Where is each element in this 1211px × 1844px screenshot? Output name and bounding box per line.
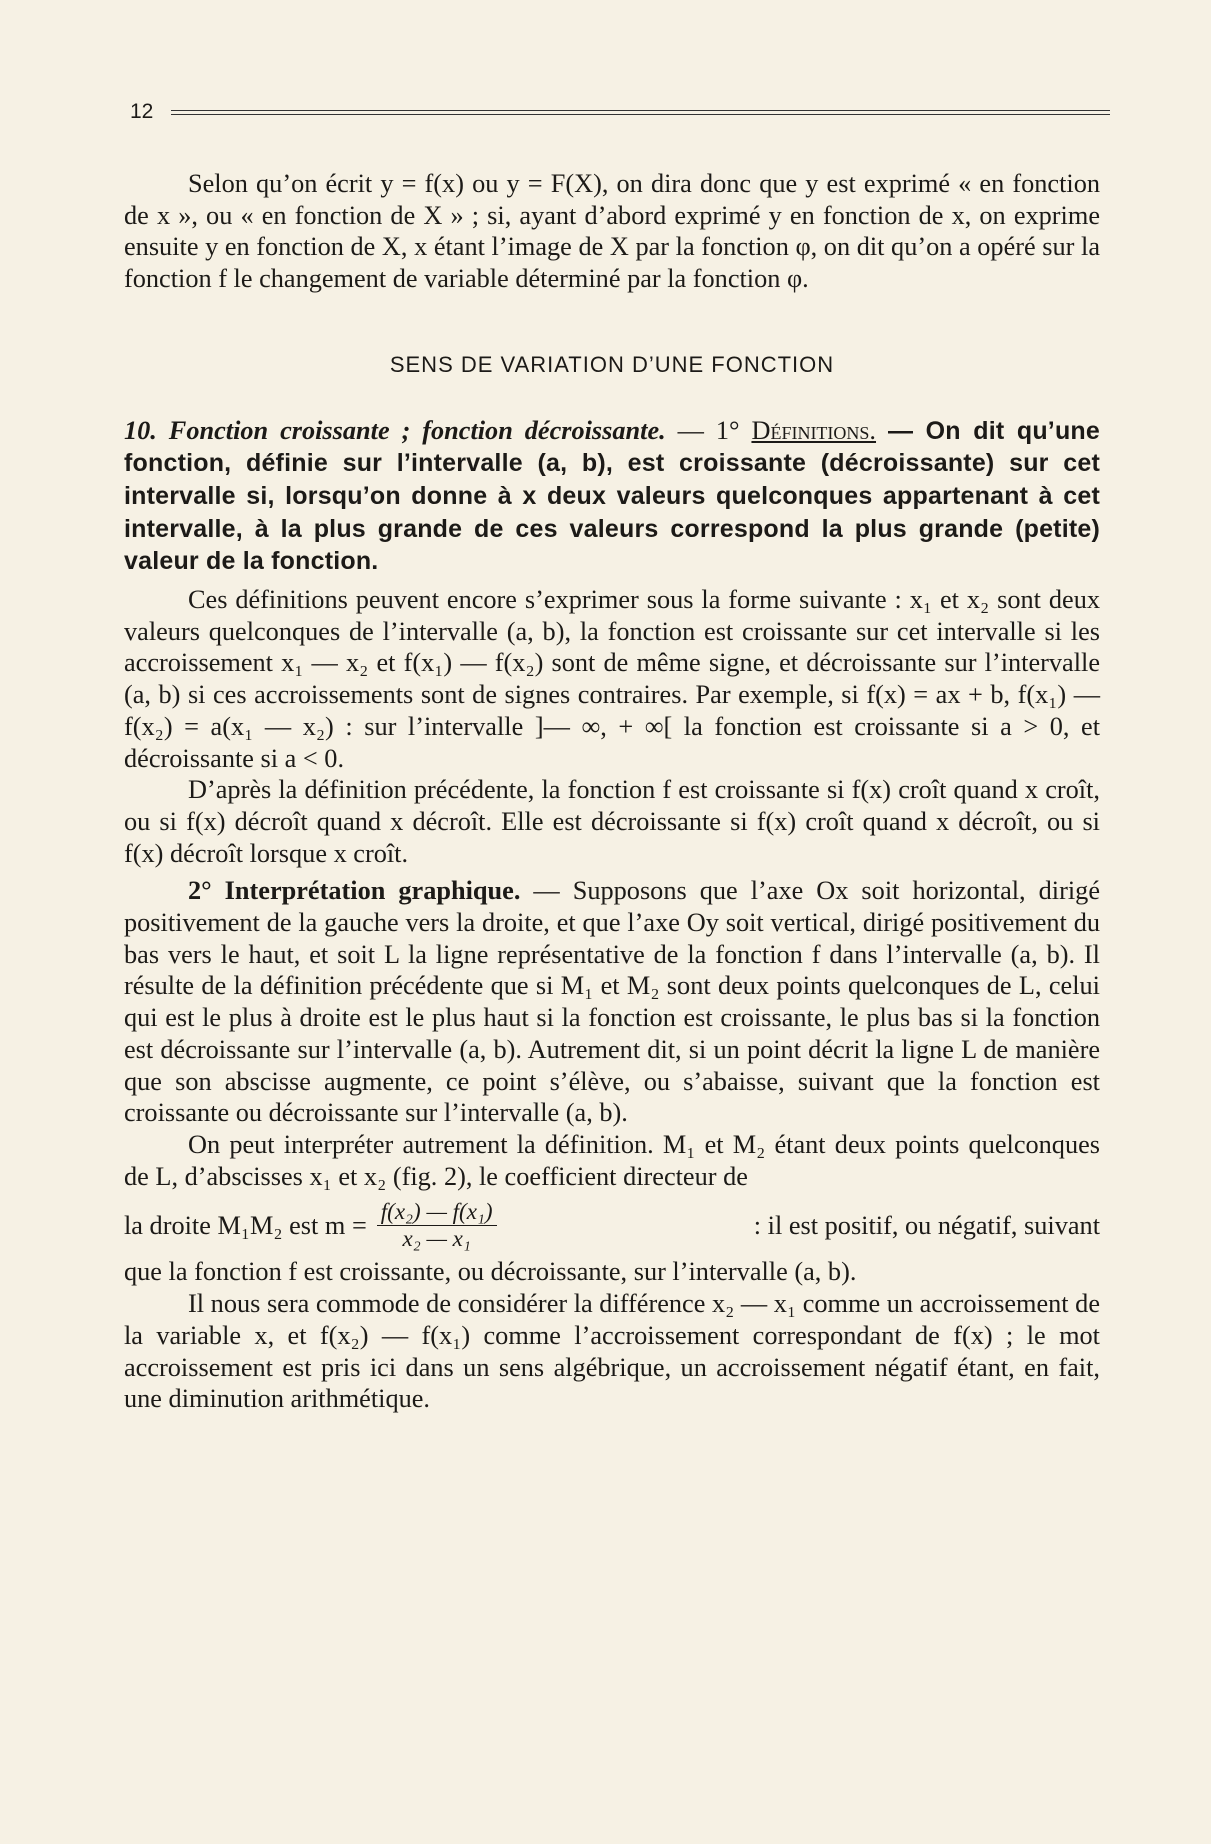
slope-fraction [377, 1199, 497, 1252]
page-number: 12 [130, 100, 154, 123]
section-10-heading: 10. Fonction croissante ; fonction décroissante. [124, 415, 666, 445]
paragraph-graphic-interpretation [124, 875, 1100, 1129]
graphic-interpretation-text: — Supposons que l’axe Ox soit horizontal, dirigé positivement de la gauche vers la droite, et que l’axe Oy soit vertical, dirigé positivement du bas vers le haut, et soit L la ligne représentative de la fonction f dans l’intervalle (a, b). Il résulte de la définition précédente que si M₁ et M₂ sont deux points quelconques de L, celui qui est le plus à droite est le plus haut si la fonction est croissante, le plus bas si la fonction est décroissante sur l’intervalle (a, b). Autrement dit, si un point décrit la ligne L de manière que son abscisse augmente, ce point s’élève, ou s’abaisse, suivant que la fonction est croissante ou décroissante sur l’intervalle (a, b). [124, 876, 1100, 1128]
paragraph-slope: On peut interpréter autrement la définition. M₁ et M₂ étant deux points quelconques de L, d’abscisses x₁ et x₂ (fig. 2), le coefficient directeur de [124, 1129, 1100, 1191]
section-title: SENS DE VARIATION D’UNE FONCTION [389, 351, 835, 377]
formula-suffix: : il est positif, ou négatif, suivant [753, 1210, 1100, 1240]
definition-text: — On dit qu’une fonction, définie sur l’intervalle (a, b), est croissante (décroissante) sur cet intervalle si, lorsqu’on donne à x deux valeurs quelconques appartenant à cet intervalle, à la plus grande de ces valeurs correspond la plus grande (petite) valeur de la fonction. [124, 416, 1100, 576]
header-rule [171, 110, 1110, 115]
paragraph-definitions-restated: Ces définitions peuvent encore s’exprimer sous la forme suivante : x₁ et x₂ sont deux valeurs quelconques de l’intervalle (a, b), la fonction est croissante sur cet intervalle si les accroissement x₁ — x₂ et f(x₁) — f(x₂) sont de même signe, et décroissante sur l’intervalle (a, b) si ces accroissements sont de signes contraires. Par exemple, si f(x) = ax + b, f(x₁) — f(x₂) = a(x₁ — x₂) : sur l’intervalle ]— ∞, + ∞[ la fonction est croissante si a > 0, et décroissante si a < 0. [124, 585, 1100, 773]
paragraph-definitions [124, 415, 1100, 579]
page-body [124, 168, 1100, 1415]
paragraph-slope-end: que la fonction f est croissante, ou décroissante, sur l’intervalle (a, b). [124, 1257, 857, 1287]
paragraph-increments: Il nous sera commode de considérer la différence x₂ — x₁ comme un accroissement de la variable x, et f(x₂) — f(x₁) comme l’accroissement correspondant de f(x) ; le mot accroissement est pris ici dans un sens algébrique, un accroissement négatif étant, en fait, une diminution arithmétique. [124, 1289, 1100, 1414]
fraction-numerator: f(x₂) — f(x₁) [377, 1199, 497, 1226]
formula-prefix: la droite M₁M₂ est m = [124, 1210, 367, 1240]
paragraph-change-of-variable: Selon qu’on écrit y = f(x) ou y = F(X), on dira donc que y est exprimé « en fonction de x », ou « en fonction de X » ; si, ayant d’abord exprimé y en fonction de x, on exprime ensuite y en fonction de X, x étant l’image de X par la fonction φ, on dit qu’on a opéré sur la fonction f le changement de variable déterminé par la fonction φ. [124, 169, 1100, 294]
definitions-label: Définitions. [751, 415, 877, 445]
page-header [130, 98, 1110, 126]
subsection-number: — 1° [677, 415, 752, 445]
paragraph-growth-consequence: D’après la définition précédente, la fonction f est croissante si f(x) croît quand x croît, ou si f(x) décroît quand x décroît. Elle est décroissante si f(x) croît quand x décroît, ou si f(x) décroît lorsque x croît. [124, 775, 1100, 868]
fraction-denominator: x₂ — x₁ [402, 1225, 471, 1251]
graphic-interpretation-heading: 2° Interprétation graphique. [188, 876, 521, 906]
slope-formula-line [124, 1196, 1100, 1254]
